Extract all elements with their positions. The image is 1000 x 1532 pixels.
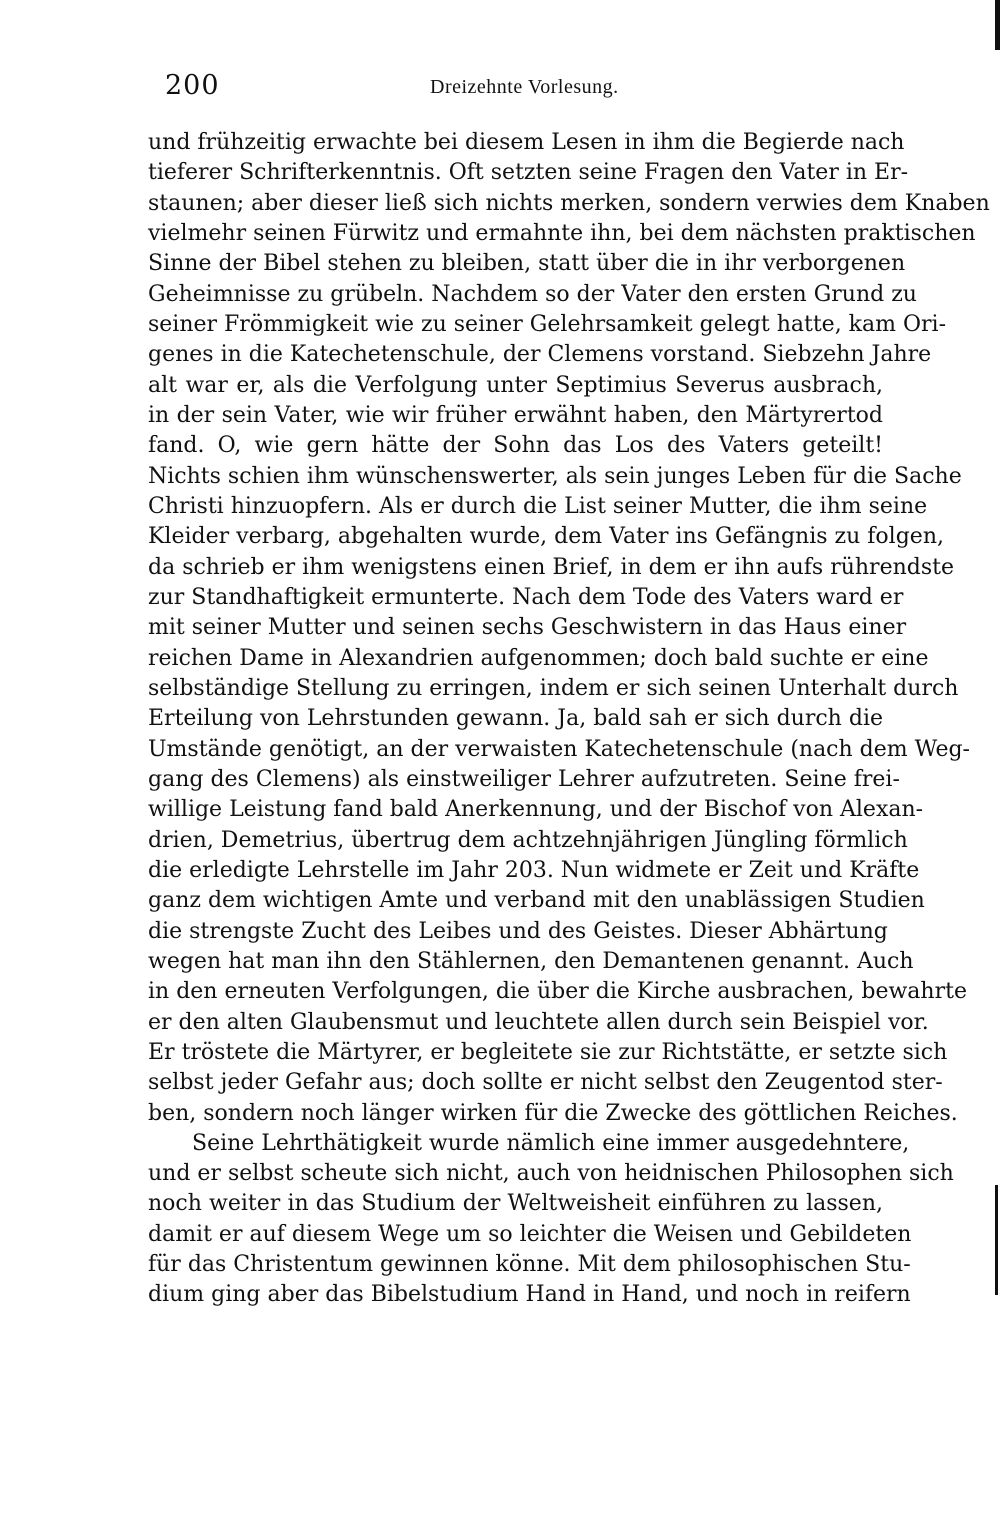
page-number: 200 [165, 70, 220, 101]
text-line: die strengste Zucht des Leibes und des Geistes. Dieser Abhärtung [148, 918, 888, 944]
text-line: Geheimnisse zu grübeln. Nachdem so der Vater den ersten Grund zu [148, 281, 917, 307]
text-line: staunen; aber dieser ließ sich nichts merken, sondern verwies dem Knaben [148, 190, 990, 216]
text-line: drien, Demetrius, übertrug dem achtzehnjährigen Jüngling förmlich [148, 827, 908, 853]
running-title: Dreizehnte Vorlesung. [430, 76, 619, 98]
page-edge-mark [995, 0, 1000, 50]
text-line: mit seiner Mutter und seinen sechs Geschwistern in das Haus einer [148, 615, 907, 641]
text-line: seiner Frömmigkeit wie zu seiner Gelehrsamkeit gelegt hatte, kam Ori- [148, 311, 947, 337]
text-line: selbst jeder Gefahr aus; doch sollte er nicht selbst den Zeugentod ster- [148, 1070, 943, 1096]
text-line: vielmehr seinen Fürwitz und ermahnte ihn, bei dem nächsten praktischen [148, 220, 976, 246]
text-line: Christi hinzuopfern. Als er durch die List seiner Mutter, die ihm seine [148, 493, 928, 519]
text-line: zur Standhaftigkeit ermunterte. Nach dem Tode des Vaters ward er [148, 584, 904, 610]
text-line: da schrieb er ihm wenigstens einen Brief, in dem er ihn aufs rührendste [148, 554, 954, 580]
text-line: dium ging aber das Bibelstudium Hand in Hand, und noch in reifern [148, 1282, 911, 1308]
text-line: er den alten Glaubensmut und leuchtete allen durch sein Beispiel vor. [148, 1009, 929, 1035]
text-line: genes in die Katechetenschule, der Clemens vorstand. Siebzehn Jahre [148, 342, 932, 368]
text-line: Erteilung von Lehrstunden gewann. Ja, bald sah er sich durch die [148, 706, 883, 732]
text-line: Nichts schien ihm wünschenswerter, als sein junges Leben für die Sache [148, 463, 962, 489]
text-line: damit er auf diesem Wege um so leichter die Weisen und Gebildeten [148, 1221, 912, 1247]
text-line: und frühzeitig erwachte bei diesem Lesen in ihm die Begierde nach [148, 130, 905, 155]
text-line: in der sein Vater, wie wir früher erwähnt haben, den Märtyrertod [148, 402, 883, 428]
page-header [165, 70, 880, 110]
text-line: Sinne der Bibel stehen zu bleiben, statt über die in ihr verborgenen [148, 251, 906, 277]
page-edge-mark [995, 1185, 998, 1295]
text-line: gang des Clemens) als einstweiliger Lehrer aufzutreten. Seine frei- [148, 766, 900, 792]
text-line: Umstände genötigt, an der verwaisten Katechetenschule (nach dem Weg- [148, 736, 970, 762]
text-line: reichen Dame in Alexandrien aufgenommen; doch bald suchte er eine [148, 645, 929, 671]
text-line: wegen hat man ihn den Stählernen, den Demantenen genannt. Auch [148, 948, 914, 974]
text-line: für das Christentum gewinnen könne. Mit dem philosophischen Stu- [148, 1252, 911, 1278]
text-line: fand. O, wie gern hätte der Sohn das Los des Vaters geteilt! [148, 433, 883, 459]
text-line: ganz dem wichtigen Amte und verband mit den unablässigen Studien [148, 888, 925, 914]
text-line: die erledigte Lehrstelle im Jahr 203. Nun widmete er Zeit und Kräfte [148, 857, 920, 883]
text-line: alt war er, als die Verfolgung unter Septimius Severus ausbrach, [148, 372, 883, 398]
text-line: Er tröstete die Märtyrer, er begleitete sie zur Richtstätte, er setzte sich [148, 1039, 948, 1065]
text-line: noch weiter in das Studium der Weltweisheit einführen zu lassen, [148, 1191, 883, 1217]
body-text [148, 128, 990, 1311]
text-line: in den erneuten Verfolgungen, die über die Kirche ausbrachen, bewahrte [148, 979, 967, 1005]
text-line: ben, sondern noch länger wirken für die Zwecke des göttlichen Reiches. [148, 1100, 958, 1126]
paragraph [148, 1129, 954, 1311]
text-line: selbständige Stellung zu erringen, indem er sich seinen Unterhalt durch [148, 675, 959, 701]
text-line: tieferer Schrifterkenntnis. Oft setzten seine Fragen den Vater in Er- [148, 160, 909, 186]
text-line: Kleider verbarg, abgehalten wurde, dem Vater ins Gefängnis zu folgen, [148, 524, 944, 550]
paragraph [148, 128, 990, 1129]
text-line: Seine Lehrthätigkeit wurde nämlich eine immer ausgedehntere, [192, 1130, 910, 1156]
text-line: willige Leistung fand bald Anerkennung, und der Bischof von Alexan- [148, 797, 924, 823]
text-line: und er selbst scheute sich nicht, auch von heidnischen Philosophen sich [148, 1161, 954, 1187]
